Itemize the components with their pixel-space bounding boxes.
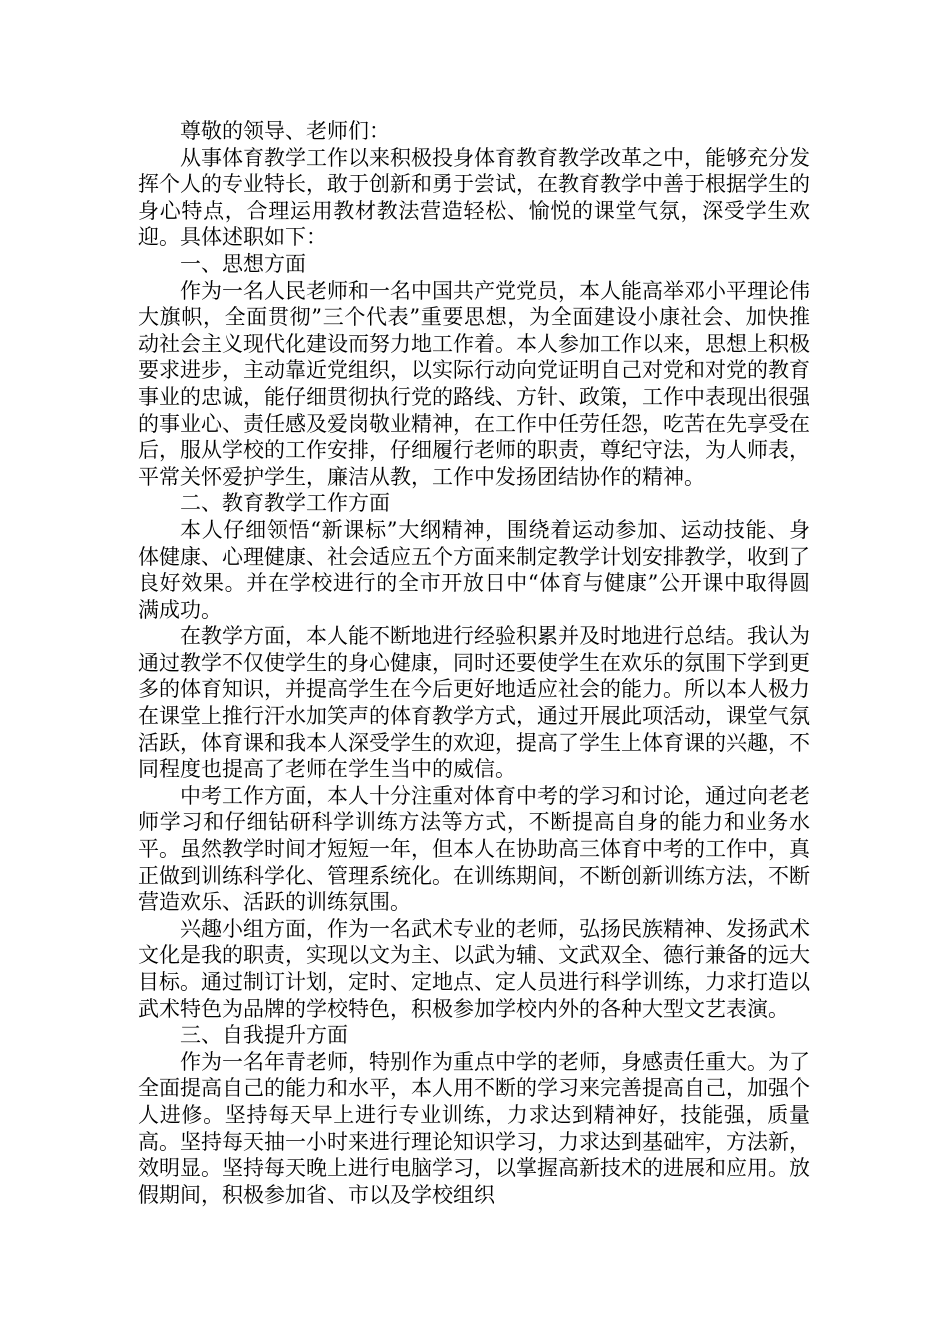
section-3-paragraph: 作为一名年青老师，特别作为重点中学的老师，身感责任重大。为了全面提高自己的能力和水平，本人用不断的学习来完善提高自己，加强个人进修。坚持每天早上进行专业训练，力求达到精神好，技能强，质量高。坚持每天抽一小时来进行理论知识学习，力求达到基础牢，方法新，效明显。坚持每天晚上进行电脑学习，以掌握高新技术的进展和应用。放假期间，积极参加省、市以及学校组织 (138, 1049, 810, 1207)
document-page (138, 118, 810, 1208)
section-2-paragraph-1: 本人仔细领悟“新课标”大纲精神，围绕着运动参加、运动技能、身体健康、心理健康、社会适应五个方面来制定教学计划安排教学，收到了良好效果。并在学校进行的全市开放日中“体育与健康”公开课中取得圆满成功。 (138, 517, 810, 622)
section-2-heading: 二、教育教学工作方面 (180, 491, 390, 516)
section-3-heading: 三、自我提升方面 (180, 1023, 348, 1048)
section-2-paragraph-2: 在教学方面，本人能不断地进行经验积累并及时地进行总结。我认为通过教学不仅使学生的身心健康，同时还要使学生在欢乐的氛围下学到更多的体育知识，并提高学生在今后更好地适应社会的能力。所以本人极力在课堂上推行汗水加笑声的体育教学方式，通过开展此项活动，课堂气氛活跃，体育课和我本人深受学生的欢迎，提高了学生上体育课的兴趣，不同程度也提高了老师在学生当中的威信。 (138, 624, 810, 782)
intro-paragraph: 从事体育教学工作以来积极投身体育教育教学改革之中，能够充分发挥个人的专业特长，敢于创新和勇于尝试，在教育教学中善于根据学生的身心特点，合理运用教材教法营造轻松、愉悦的课堂气氛，深受学生欢迎。具体述职如下： (138, 145, 810, 250)
greeting: 尊敬的领导、老师们： (180, 119, 390, 143)
section-1-paragraph: 作为一名人民老师和一名中国共产党党员，本人能高举邓小平理论伟大旗帜，全面贯彻”三个代表”重要思想，为全面建设小康社会、加快推动社会主义现代化建设而努力地工作着。本人参加工作以来，思想上积极要求进步，主动靠近党组织，以实际行动向党证明自己对党和对党的教育事业的忠诚，能仔细贯彻执行党的路线、方针、政策，工作中表现出很强的事业心、责任感及爱岗敬业精神，在工作中任劳任怨，吃苦在先享受在后，服从学校的工作安排，仔细履行老师的职责，尊纪守法，为人师表，平常关怀爱护学生，廉洁从教，工作中发扬团结协作的精神。 (138, 278, 810, 489)
section-2-paragraph-4: 兴趣小组方面，作为一名武术专业的老师，弘扬民族精神、发扬武术文化是我的职责，实现以文为主、以武为辅、文武双全、德行兼备的远大目标。通过制订计划，定时、定地点、定人员进行科学训练，力求打造以武术特色为品牌的学校特色，积极参加学校内外的各种大型文艺表演。 (138, 916, 810, 1021)
section-1-heading: 一、思想方面 (180, 251, 306, 276)
section-2-paragraph-3: 中考工作方面，本人十分注重对体育中考的学习和讨论，通过向老老师学习和仔细钻研科学训练方法等方式，不断提高自身的能力和业务水平。虽然教学时间才短短一年，但本人在协助高三体育中考的工作中，真正做到训练科学化、管理系统化。在训练期间，不断创新训练方法，不断营造欢乐、活跃的训练氛围。 (138, 783, 810, 915)
